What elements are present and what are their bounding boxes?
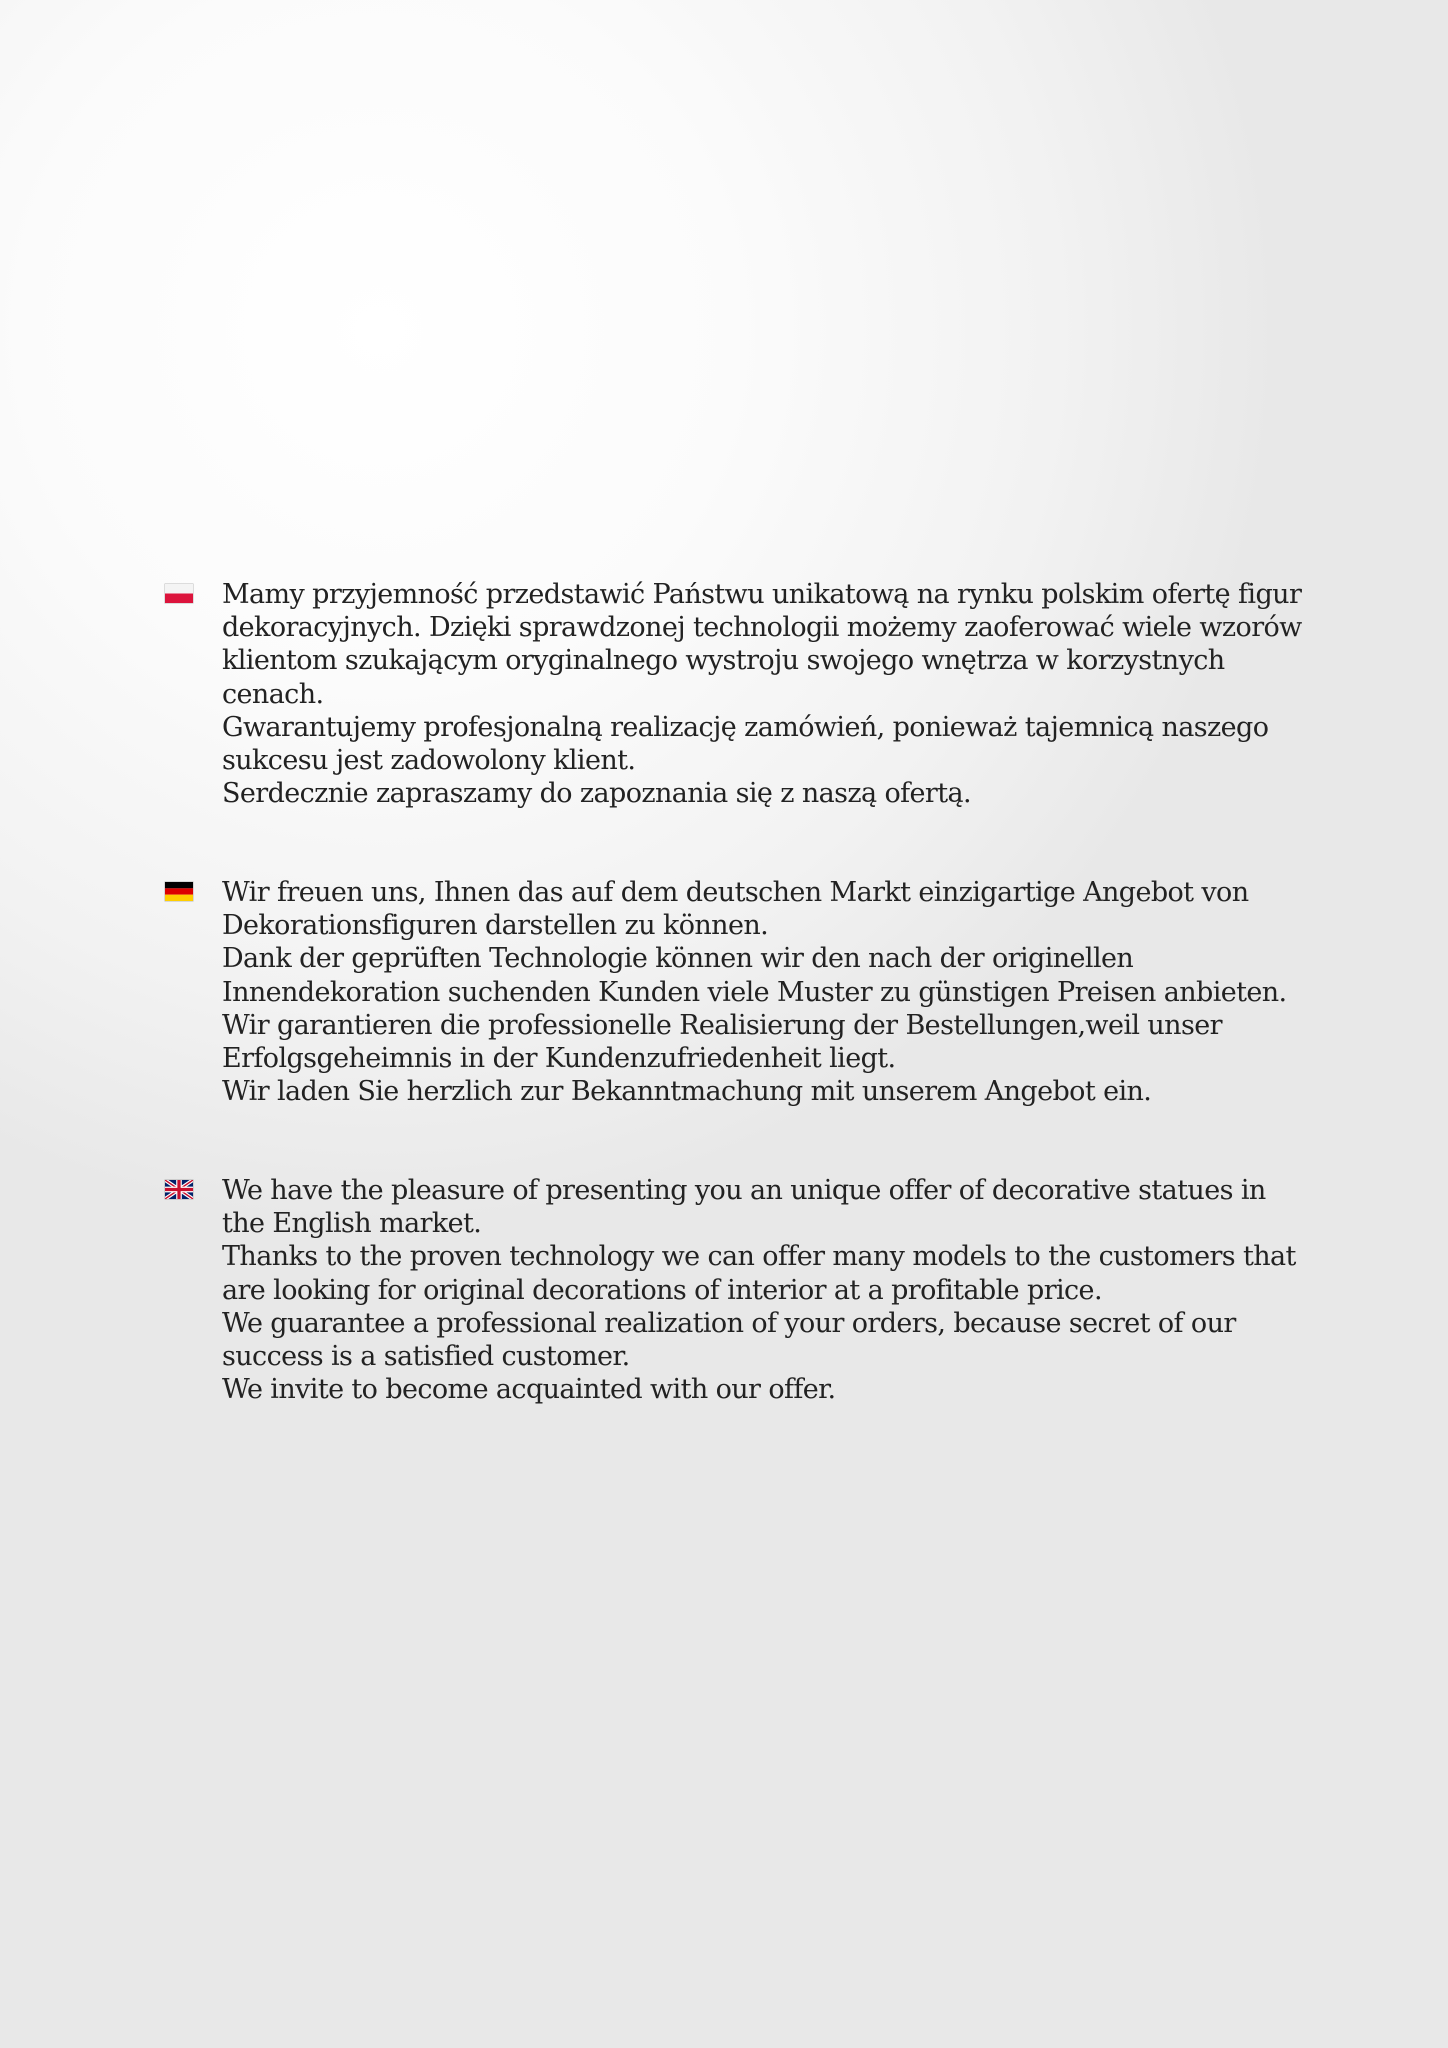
paragraph: Gwarantujemy profesjonalną realizację zamówień, ponieważ tajemnicą naszego sukcesu jest zadowolony klient.: [222, 711, 1269, 777]
section-german-text: [222, 876, 1307, 1108]
germany-flag-icon: [165, 882, 193, 901]
section-english-text: [222, 1174, 1307, 1406]
paragraph: Dank der geprüften Technologie können wir den nach der originellen Innendekoration suchenden Kunden viele Muster zu günstigen Preisen anbieten.: [222, 943, 1287, 1008]
paragraph: Thanks to the proven technology we can offer many models to the customers that are looking for original decorations of interior at a profitable price.: [222, 1241, 1296, 1306]
paragraph: Mamy przyjemność przedstawić Państwu unikatową na rynku polskim ofertę figur dekoracyjnych. Dzięki sprawdzonej technologii możemy zaoferować wiele wzorów klientom szukającym oryginalnego wystroju swojego wnętrza w korzystnych cenach.: [222, 579, 1302, 710]
uk-flag-icon: [165, 1180, 193, 1199]
paragraph: Wir freuen uns, Ihnen das auf dem deutschen Markt einzigartige Angebot von Dekorationsfiguren darstellen zu können.: [222, 877, 1249, 942]
paragraph: Wir garantieren die professionelle Realisierung der Bestellungen,weil unser Erfolgsgeheimnis in der Kundenzufriedenheit liegt.: [222, 1009, 1222, 1075]
poland-flag-icon: [165, 584, 193, 603]
paragraph: Serdecznie zapraszamy do zapoznania się z naszą ofertą.: [222, 778, 971, 810]
paragraph: We guarantee a professional realization of your orders, because secret of our success is a satisfied customer.: [222, 1307, 1236, 1373]
paragraph: We invite to become acquainted with our offer.: [222, 1374, 836, 1406]
paragraph: Wir laden Sie herzlich zur Bekanntmachung mit unserem Angebot ein.: [222, 1076, 1152, 1108]
section-polish-text: [222, 578, 1307, 810]
paragraph: We have the pleasure of presenting you an unique offer of decorative statues in the English market.: [222, 1175, 1266, 1240]
